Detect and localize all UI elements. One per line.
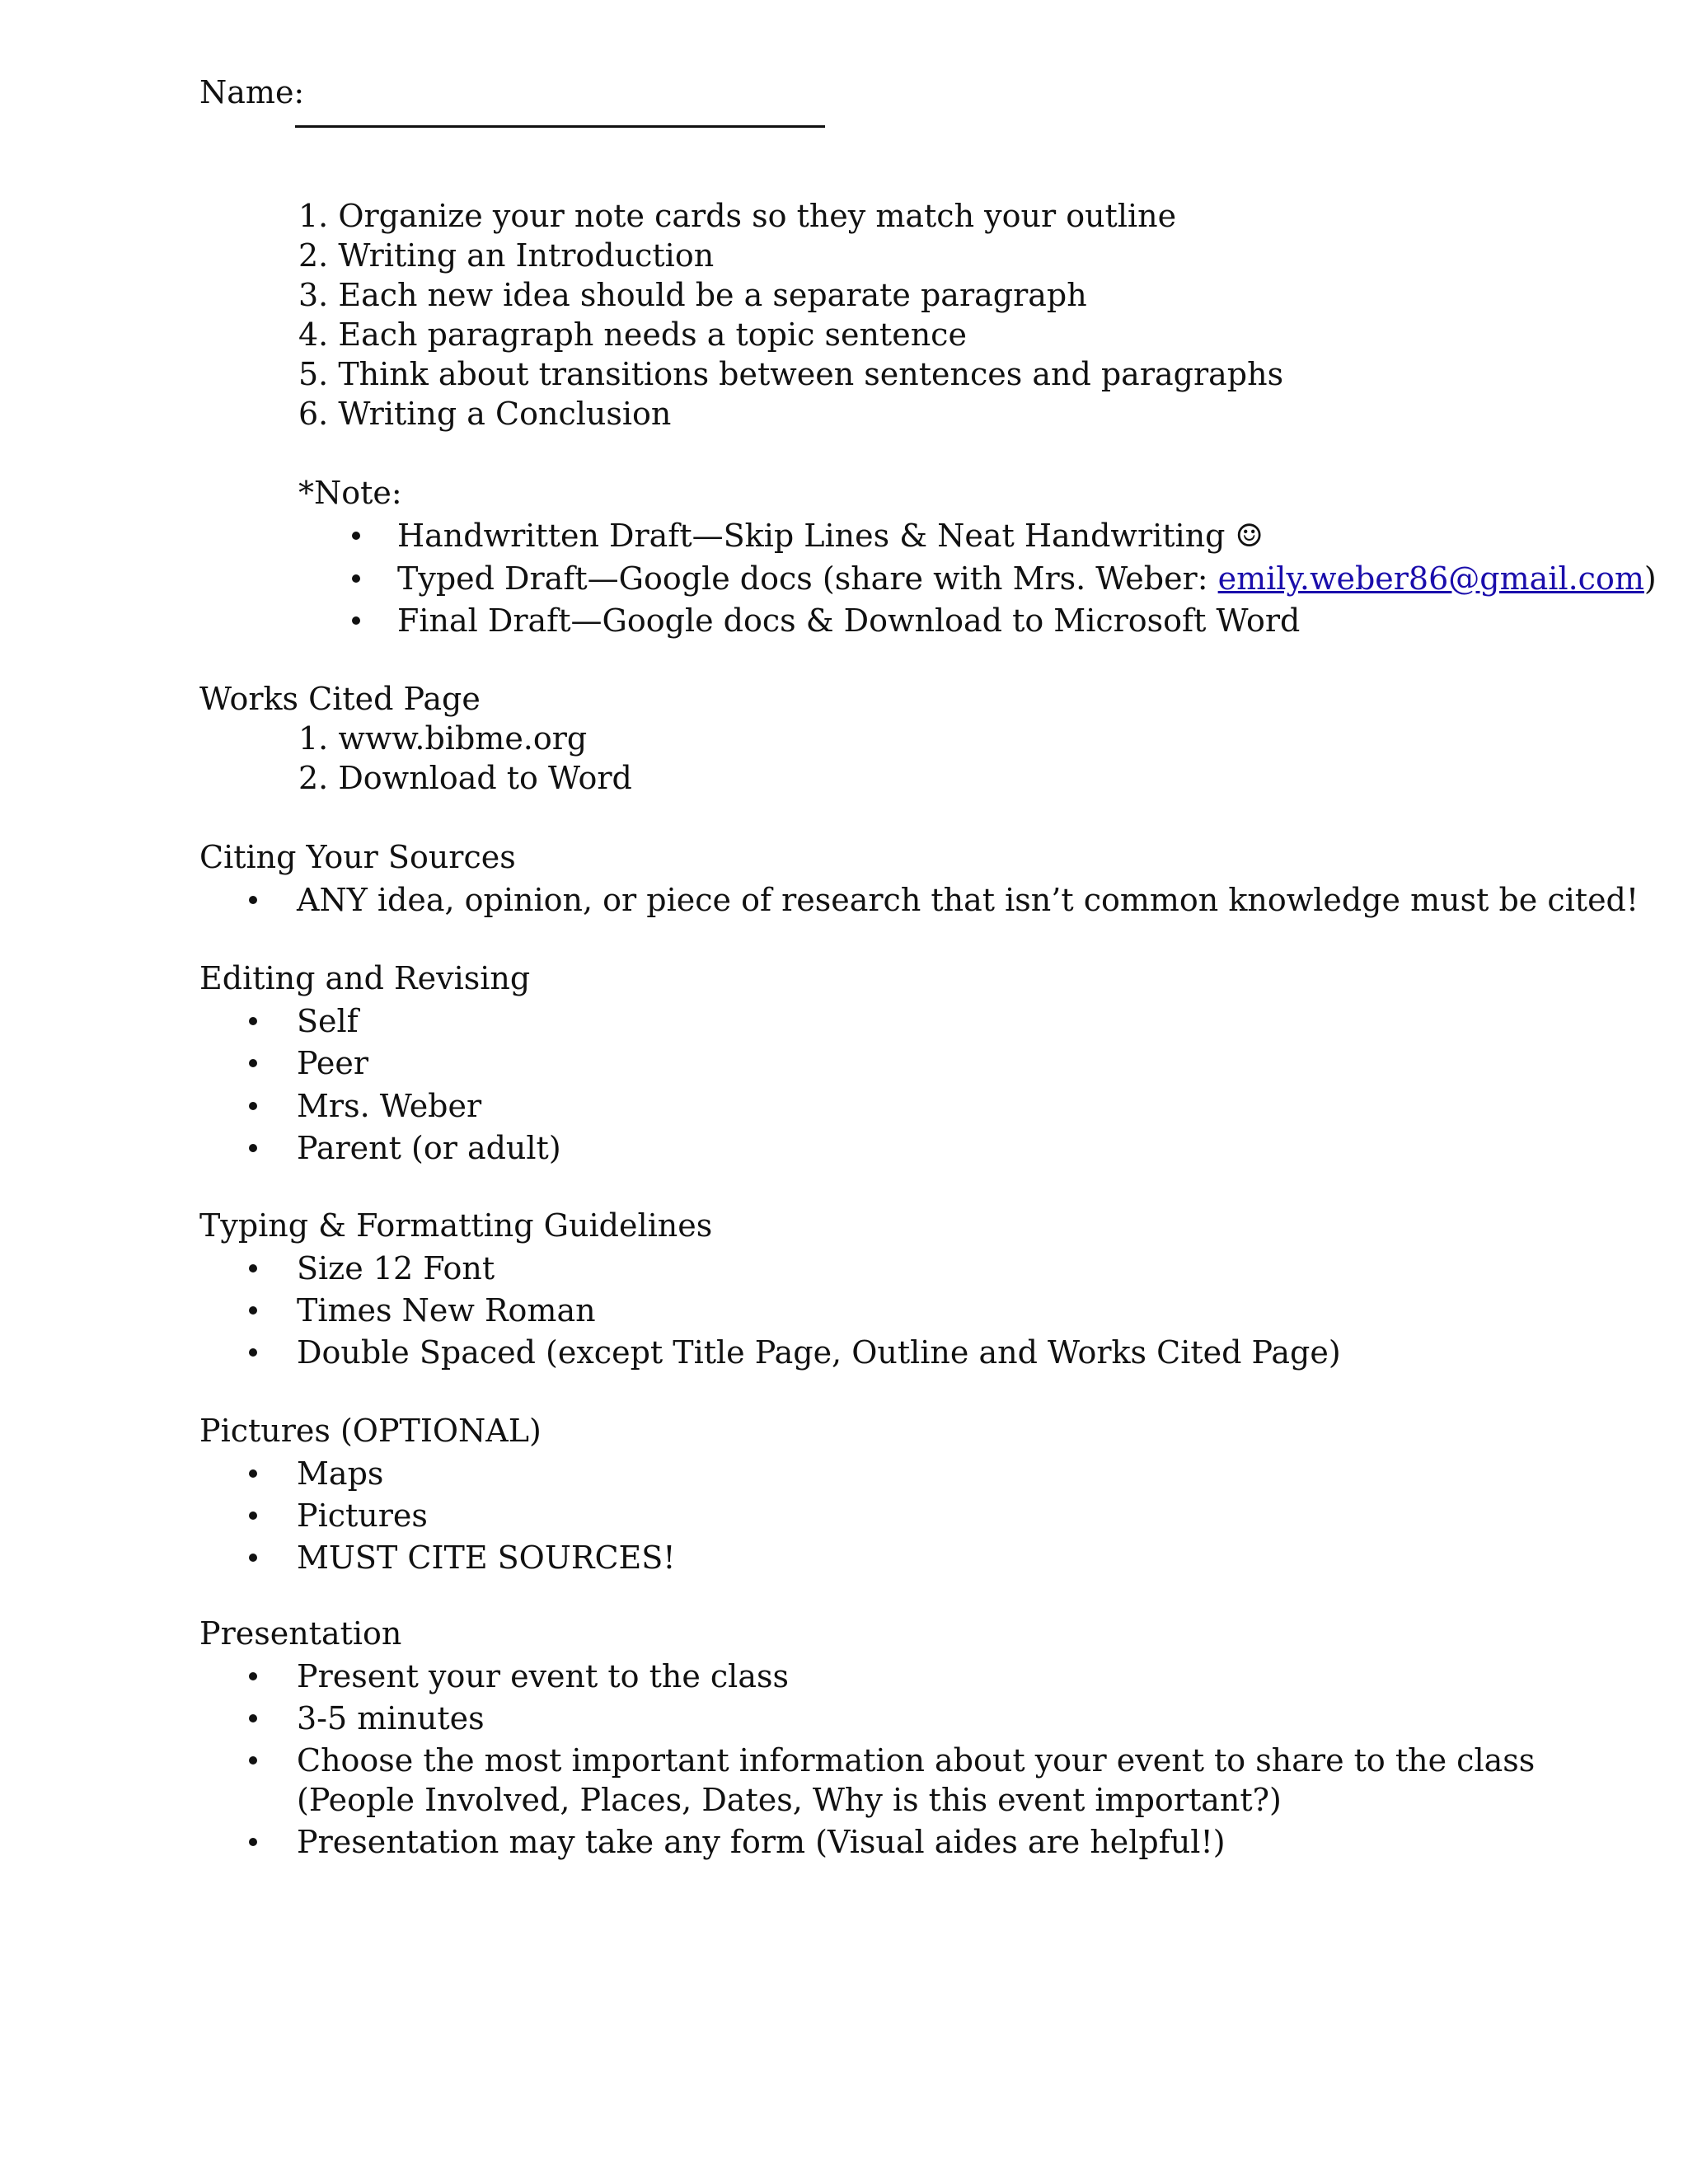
bullet-icon — [249, 1554, 257, 1562]
typing-item: Size 12 Font — [297, 1250, 495, 1286]
typing-item: Double Spaced (except Title Page, Outline and Works Cited Page) — [297, 1334, 1341, 1371]
step-item: 1. Organize your note cards so they match your outline — [298, 198, 1177, 234]
bullet-icon — [249, 1306, 257, 1315]
bullet-icon — [249, 1714, 257, 1722]
email-link[interactable]: emily.weber86@gmail.com — [1217, 560, 1644, 597]
bullet-icon — [352, 574, 360, 583]
bullet-icon — [249, 1672, 257, 1680]
presentation-item: Presentation may take any form (Visual aides are helpful!) — [297, 1824, 1226, 1860]
bullet-icon — [249, 1469, 257, 1478]
bullet-icon — [249, 1838, 257, 1846]
presentation-item: Present your event to the class — [297, 1658, 789, 1694]
typing-item: Times New Roman — [297, 1292, 596, 1329]
works-cited-item: 1. www.bibme.org — [298, 720, 588, 757]
step-item: 5. Think about transitions between sentences and paragraphs — [298, 356, 1284, 392]
bullet-icon — [249, 896, 257, 904]
step-item: 2. Writing an Introduction — [298, 237, 715, 274]
note-label: *Note: — [298, 475, 402, 511]
bullet-icon — [249, 1756, 257, 1765]
section-heading-citing: Citing Your Sources — [199, 839, 516, 875]
pictures-item: MUST CITE SOURCES! — [297, 1540, 676, 1576]
editing-item: Self — [297, 1003, 359, 1039]
editing-item: Peer — [297, 1045, 369, 1081]
works-cited-item: 2. Download to Word — [298, 760, 632, 796]
presentation-item: 3-5 minutes — [297, 1700, 485, 1736]
pictures-item: Maps — [297, 1455, 384, 1492]
note-item: Final Draft—Google docs & Download to Microsoft Word — [397, 602, 1301, 639]
name-label: Name: — [199, 74, 305, 110]
note-item — [397, 559, 1657, 598]
editing-item: Parent (or adult) — [297, 1130, 561, 1166]
section-heading-presentation: Presentation — [199, 1615, 402, 1652]
step-item: 6. Writing a Conclusion — [298, 396, 672, 432]
pictures-item: Pictures — [297, 1497, 428, 1534]
note-item: Handwritten Draft—Skip Lines & Neat Handwriting ☺ — [397, 518, 1264, 554]
bullet-icon — [352, 616, 360, 625]
bullet-icon — [249, 1059, 257, 1067]
bullet-icon — [352, 532, 360, 540]
bullet-icon — [249, 1348, 257, 1357]
section-heading-pictures: Pictures (OPTIONAL) — [199, 1413, 542, 1449]
step-item: 4. Each paragraph needs a topic sentence — [298, 316, 967, 353]
section-heading-editing: Editing and Revising — [199, 960, 531, 996]
presentation-item-continuation: (People Involved, Places, Dates, Why is this event important?) — [297, 1782, 1282, 1818]
presentation-item: Choose the most important information about your event to share to the class — [297, 1742, 1536, 1779]
editing-item: Mrs. Weber — [297, 1088, 482, 1124]
note-item-text: ) — [1643, 560, 1657, 597]
bullet-icon — [249, 1102, 257, 1110]
bullet-icon — [249, 1144, 257, 1152]
citing-item: ANY idea, opinion, or piece of research that isn’t common knowledge must be cited! — [297, 882, 1639, 918]
step-item: 3. Each new idea should be a separate paragraph — [298, 277, 1087, 313]
bullet-icon — [249, 1264, 257, 1272]
bullet-icon — [249, 1511, 257, 1520]
section-heading-works-cited: Works Cited Page — [199, 681, 481, 717]
note-item-text: Typed Draft—Google docs (share with Mrs. Weber: — [397, 560, 1218, 597]
bullet-icon — [249, 1017, 257, 1025]
section-heading-typing: Typing & Formatting Guidelines — [199, 1207, 713, 1244]
name-blank-line — [295, 125, 825, 128]
